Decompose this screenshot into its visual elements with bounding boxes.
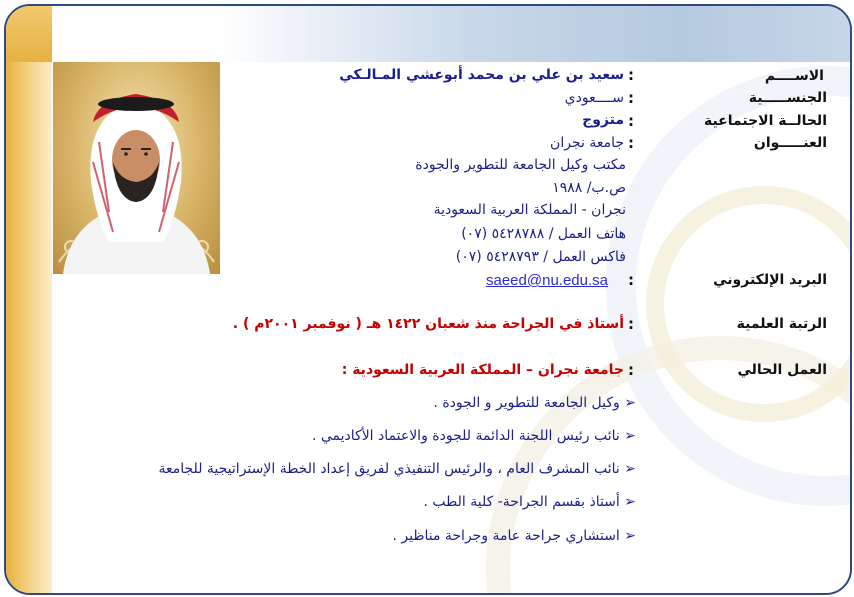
colon: : [628, 361, 634, 379]
header-band [6, 6, 850, 62]
colon: : [628, 89, 634, 107]
colon: : [628, 315, 634, 333]
value-current-job: جامعة نجران – المملكة العربية السعودية : [341, 362, 624, 378]
check-arrow-icon: ➢ [624, 461, 636, 477]
address-line: ص.ب/ ١٩٨٨ [552, 180, 626, 196]
label-current-job: العمل الحالي [737, 362, 827, 378]
duty-item-text: استشاري جراحة عامة وجراحة مناظير . [392, 528, 620, 544]
email-link[interactable]: saeed@nu.edu.sa [486, 272, 608, 289]
header-gold-corner [6, 6, 52, 62]
duty-item [424, 494, 636, 510]
label-email: البريد الإلكتروني [713, 272, 827, 288]
label-nationality: الجنســـــية [748, 90, 827, 106]
check-arrow-icon: ➢ [624, 428, 636, 444]
value-name: سعيد بن علي بن محمد أبوعشي المـالـكي [339, 67, 624, 83]
check-arrow-icon: ➢ [624, 494, 636, 510]
duty-item [312, 428, 636, 444]
address-line: فاكس العمل / ٥٤٢٨٧٩٣ (٠٧) [455, 249, 626, 265]
duty-item [159, 461, 637, 477]
address-line: جامعة نجران [550, 135, 624, 151]
duty-item [392, 528, 636, 544]
duty-item [433, 395, 636, 411]
left-gold-band [6, 62, 52, 593]
value-nationality: ســــعودي [564, 90, 624, 106]
label-name: الاســــم [764, 68, 824, 84]
colon: : [628, 66, 634, 84]
profile-photo [53, 62, 220, 274]
label-academic-rank: الرتبة العلمية [736, 316, 827, 332]
value-academic-rank: أستاذ في الجراحة منذ شعبان ١٤٢٢ هـ ( نوفمبر ٢٠٠١م ) . [232, 316, 624, 332]
duty-item-text: أستاذ بقسم الجراحة- كلية الطب . [423, 494, 620, 510]
address-line: هاتف العمل / ٥٤٢٨٧٨٨ (٠٧) [461, 226, 626, 242]
colon: : [628, 134, 634, 152]
label-marital-status: الحالــة الاجتماعية [703, 113, 827, 129]
address-line: نجران - المملكة العربية السعودية [433, 202, 626, 218]
value-marital-status: متزوج [582, 112, 624, 128]
colon: : [628, 271, 634, 289]
address-line: مكتب وكيل الجامعة للتطوير والجودة [415, 157, 626, 173]
duty-item-text: نائب رئيس اللجنة الدائمة للجودة والاعتماد الأكاديمي . [311, 428, 620, 444]
colon: : [628, 112, 634, 130]
duty-item-text: نائب المشرف العام ، والرئيس التنفيذي لفريق إعداد الخطة الإستراتيجية للجامعة [158, 461, 620, 477]
duty-item-text: وكيل الجامعة للتطوير و الجودة . [433, 395, 620, 411]
label-address: العنـــــوان [753, 135, 827, 151]
check-arrow-icon: ➢ [624, 528, 636, 544]
check-arrow-icon: ➢ [624, 395, 636, 411]
